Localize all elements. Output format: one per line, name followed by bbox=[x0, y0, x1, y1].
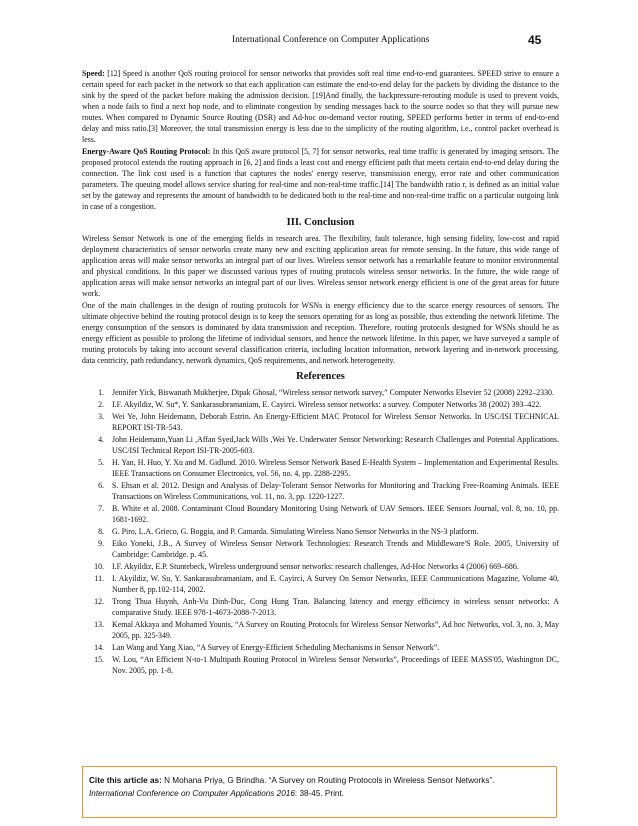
reference-text: B. White et al. 2008. Contaminant Cloud Boundary Monitoring Using Network of UAV Sensors. IEEE Sensors Journal, vol. 8, no. 10, pp. 1681-1692. bbox=[112, 504, 559, 524]
speed-paragraph bbox=[82, 68, 559, 145]
speed-text: [12] Speed is another QoS routing protocol for sensor networks that provides soft real time end-to-end guarantees. SPEED strive to ensure a certain speed for each packet in the network so that each application can estimate the end-to-end delay for the packets by dividing the distance to the sink by the speed of the packet before making the admission decision. [19]And finally, the backpressure-rerouting module is used to prevent voids, when a node fails to find a next hop node, and to eliminate congestion by sending messages back to the source nodes so that they will pursue new routes. When compared to Dynamic Source Routing (DSR) and Ad-hoc on-demand vector routing, SPEED performs better in terms of end-to-end delay and miss ratio.[3] Moreover, the total transmission energy is less due to the simplicity of the routing algorithm, i.e., control packet overhead is less. bbox=[82, 69, 559, 144]
speed-lead: Speed: bbox=[82, 69, 105, 78]
reference-item bbox=[82, 434, 559, 456]
reference-number: 1. bbox=[98, 388, 104, 397]
reference-item bbox=[82, 561, 559, 572]
energy-lead: Energy-Aware QoS Routing Protocol: bbox=[82, 147, 211, 156]
reference-text: Wei Ye, John Heidemann, Deborah Estrin. An Energy-Efficient MAC Protocol for Wireless Sensor Networks. In USC/ISI TECHNICAL REPORT ISI-TR-543. bbox=[112, 412, 559, 432]
reference-number: 3. bbox=[98, 412, 104, 421]
citation-authors: N Mohana Priya, G Brindha. “A Survey on Routing Protocols in Wireless Sensor Networks”. bbox=[161, 776, 495, 785]
reference-item bbox=[82, 411, 559, 433]
reference-item bbox=[82, 526, 559, 537]
reference-text: Trong Thua Huynh, Anh-Vu Dinh-Duc, Cong Hung Tran. Balancing latency and energy efficiency in wireless sensor networks: A comparative Study. IEEE 978-1-4673-2088-7-2013. bbox=[112, 597, 559, 617]
references-heading: References bbox=[296, 371, 345, 382]
reference-number: 9. bbox=[98, 539, 104, 548]
reference-number: 5. bbox=[98, 458, 104, 467]
reference-text: I.F. Akyildiz, W. Su*, Y. Sankarasubramaniam, E. Cayirci. Wireless sensor networks: a survey. Computer Networks 38 (2002) 393–422. bbox=[112, 400, 542, 409]
energy-paragraph bbox=[82, 146, 559, 212]
reference-text: Eiko Yoneki, J.B., A Survey of Wireless Sensor Network Technologies: Research Trends and Middleware'S Role. 2005, University of Cambridge: Cambridge. p. 45. bbox=[112, 539, 559, 559]
reference-item bbox=[82, 642, 559, 653]
conclusion-paragraph-1: Wireless Sensor Network is one of the emerging fields in research area. The flexibility, fault tolerance, high sensing fidelity, low-cost and rapid deployment characteristics of sensor networks create many new and exciting application areas for remote sensing. In the future, this wide range of application areas will make sensor networks an integral part of our lives. Wireless sensor network has a remarkable feature to monitor environmental and physical conditions. In this paper we discussed various types of routing protocols wireless sensor networks. In the future, the wide range of application areas will make sensor networks an integral part of our lives. Wireless sensor network energy efficient is one of the great areas for future work. bbox=[82, 234, 559, 298]
reference-number: 10. bbox=[94, 562, 104, 571]
energy-text: In this QoS aware protocol [5, 7] for sensor networks, real time traffic is generated by imaging sensors. The proposed protocol extends the routing approach in [6, 2] and finds a least cost and energy efficient path that meets certain end-to-end delay during the connection. The link cost used is a function that captures the nodes' energy reserve, transmission energy, error rate and other communication parameters. The queuing model allows service sharing for real-time and non-real-time traffic.[14] The bandwidth ratio r, is defined as an initial value set by the gateway and represents the amount of bandwidth to be dedicated both to the real-time and non-real-time traffic on a particular outgoing link in case of a congestion. bbox=[82, 147, 559, 211]
reference-item bbox=[82, 457, 559, 479]
reference-text: Kemal Akkaya and Mohamed Younis, “A Survey on Routing Protocols for Wireless Sensor Networks”, Ad hoc Networks, vol. 3, no. 3, May 2005, pp. 325-349. bbox=[112, 620, 559, 640]
reference-item bbox=[82, 596, 559, 618]
page-header bbox=[0, 35, 638, 49]
citation-pages: : 38-45. Print. bbox=[294, 789, 345, 798]
reference-number: 11. bbox=[94, 574, 104, 583]
reference-text: Lan Wang and Yang Xiao, “A Survey of Energy-Efficient Scheduling Mechanisms in Sensor Network”. bbox=[112, 643, 440, 652]
reference-text: I.F. Akyildiz, E.P. Stuntebeck, Wireless underground sensor networks: research challenges, Ad-Hoc Networks 4 (2006) 669–686. bbox=[112, 562, 519, 571]
reference-item bbox=[82, 619, 559, 641]
reference-item bbox=[82, 503, 559, 525]
references-list bbox=[82, 387, 559, 676]
reference-item bbox=[82, 538, 559, 560]
reference-number: 13. bbox=[94, 620, 104, 629]
reference-item bbox=[82, 399, 559, 410]
reference-item bbox=[82, 654, 559, 676]
citation-conference: International Conference on Computer Applications 2016 bbox=[89, 789, 295, 798]
reference-number: 6. bbox=[98, 481, 104, 490]
page-number: 45 bbox=[528, 33, 542, 47]
reference-number: 8. bbox=[98, 527, 104, 536]
citation-label: Cite this article as: bbox=[89, 776, 162, 785]
page-content bbox=[82, 68, 559, 677]
reference-text: H. Yan, H. Huo, Y. Xu and M. Gidlund. 2010. Wireless Sensor Network Based E-Health System – Implementation and Experimental Results. IEEE Transactions on Consumer Electronics, vol. 56, no. 4, pp. 2288-2295. bbox=[112, 458, 559, 478]
reference-number: 12. bbox=[94, 597, 104, 606]
reference-number: 2. bbox=[98, 400, 104, 409]
reference-text: I. Akyildiz, W. Su, Y. Sankarasubramaniam, and E. Cayirci, A Survey On Sensor Networks, IEEE Communications Magazine, Volume 40, Number 8, pp.102-114, 2002. bbox=[112, 574, 559, 594]
conclusion-paragraph-2: One of the main challenges in the design of routing protocols for WSNs is energy efficiency due to the scarce energy resources of sensors. The ultimate objective behind the routing protocol design is to keep the sensors operating for as long as possible, thus extending the network lifetime. The energy consumption of the sensors is dominated by data transmission and reception. Therefore, routing protocols designed for WSNs should be as energy efficient as possible to prolong the lifetime of individual sensors, and hence the network lifetime. In this paper, we have surveyed a sample of routing protocols by taking into account several classification criteria, including location information, network layering and in-network processing, data centricity, path redundancy, network dynamics, QoS requirements, and network heterogeneity. bbox=[82, 301, 559, 365]
reference-item bbox=[82, 387, 559, 398]
reference-text: John Heidemann,Yuan Li ,Affan Syed,Jack Wills ,Wei Ye. Underwater Sensor Networking: Research Challenges and Potential Applications. USC/ISI Technical Report ISI-TR-2005-603. bbox=[112, 435, 559, 455]
reference-item bbox=[82, 573, 559, 595]
running-title: International Conference on Computer Applications bbox=[232, 35, 430, 45]
reference-number: 7. bbox=[98, 504, 104, 513]
conclusion-heading: III. Conclusion bbox=[286, 217, 355, 228]
citation-box bbox=[82, 766, 557, 818]
reference-text: G. Piro, L.A. Grieco, G. Boggia, and P. Camarda. Simulating Wireless Nano Sensor Networks in the NS-3 platform. bbox=[112, 527, 479, 536]
reference-text: S. Ehsan et al. 2012. Design and Analysis of Delay-Tolerant Sensor Networks for Monitoring and Tracking Free-Roaming Animals. IEEE Transactions on Wireless Communications, vol. 11, no. 3, pp. 1220-1227. bbox=[112, 481, 559, 501]
reference-item bbox=[82, 480, 559, 502]
reference-number: 14. bbox=[94, 643, 104, 652]
reference-number: 4. bbox=[98, 435, 104, 444]
reference-text: Jennifer Yick, Biswanath Mukherjee, Dipak Ghosal, “Wireless sensor network survey,” Computer Networks Elsevier 52 (2008) 2292–2330. bbox=[112, 388, 554, 397]
reference-number: 15. bbox=[94, 655, 104, 664]
reference-text: W. Lou, “An Efficient N-to-1 Multipath Routing Protocol in Wireless Sensor Networks”, Proceedings of IEEE MASS'05, Washington DC, Nov. 2005, pp. 1-8. bbox=[112, 655, 559, 675]
